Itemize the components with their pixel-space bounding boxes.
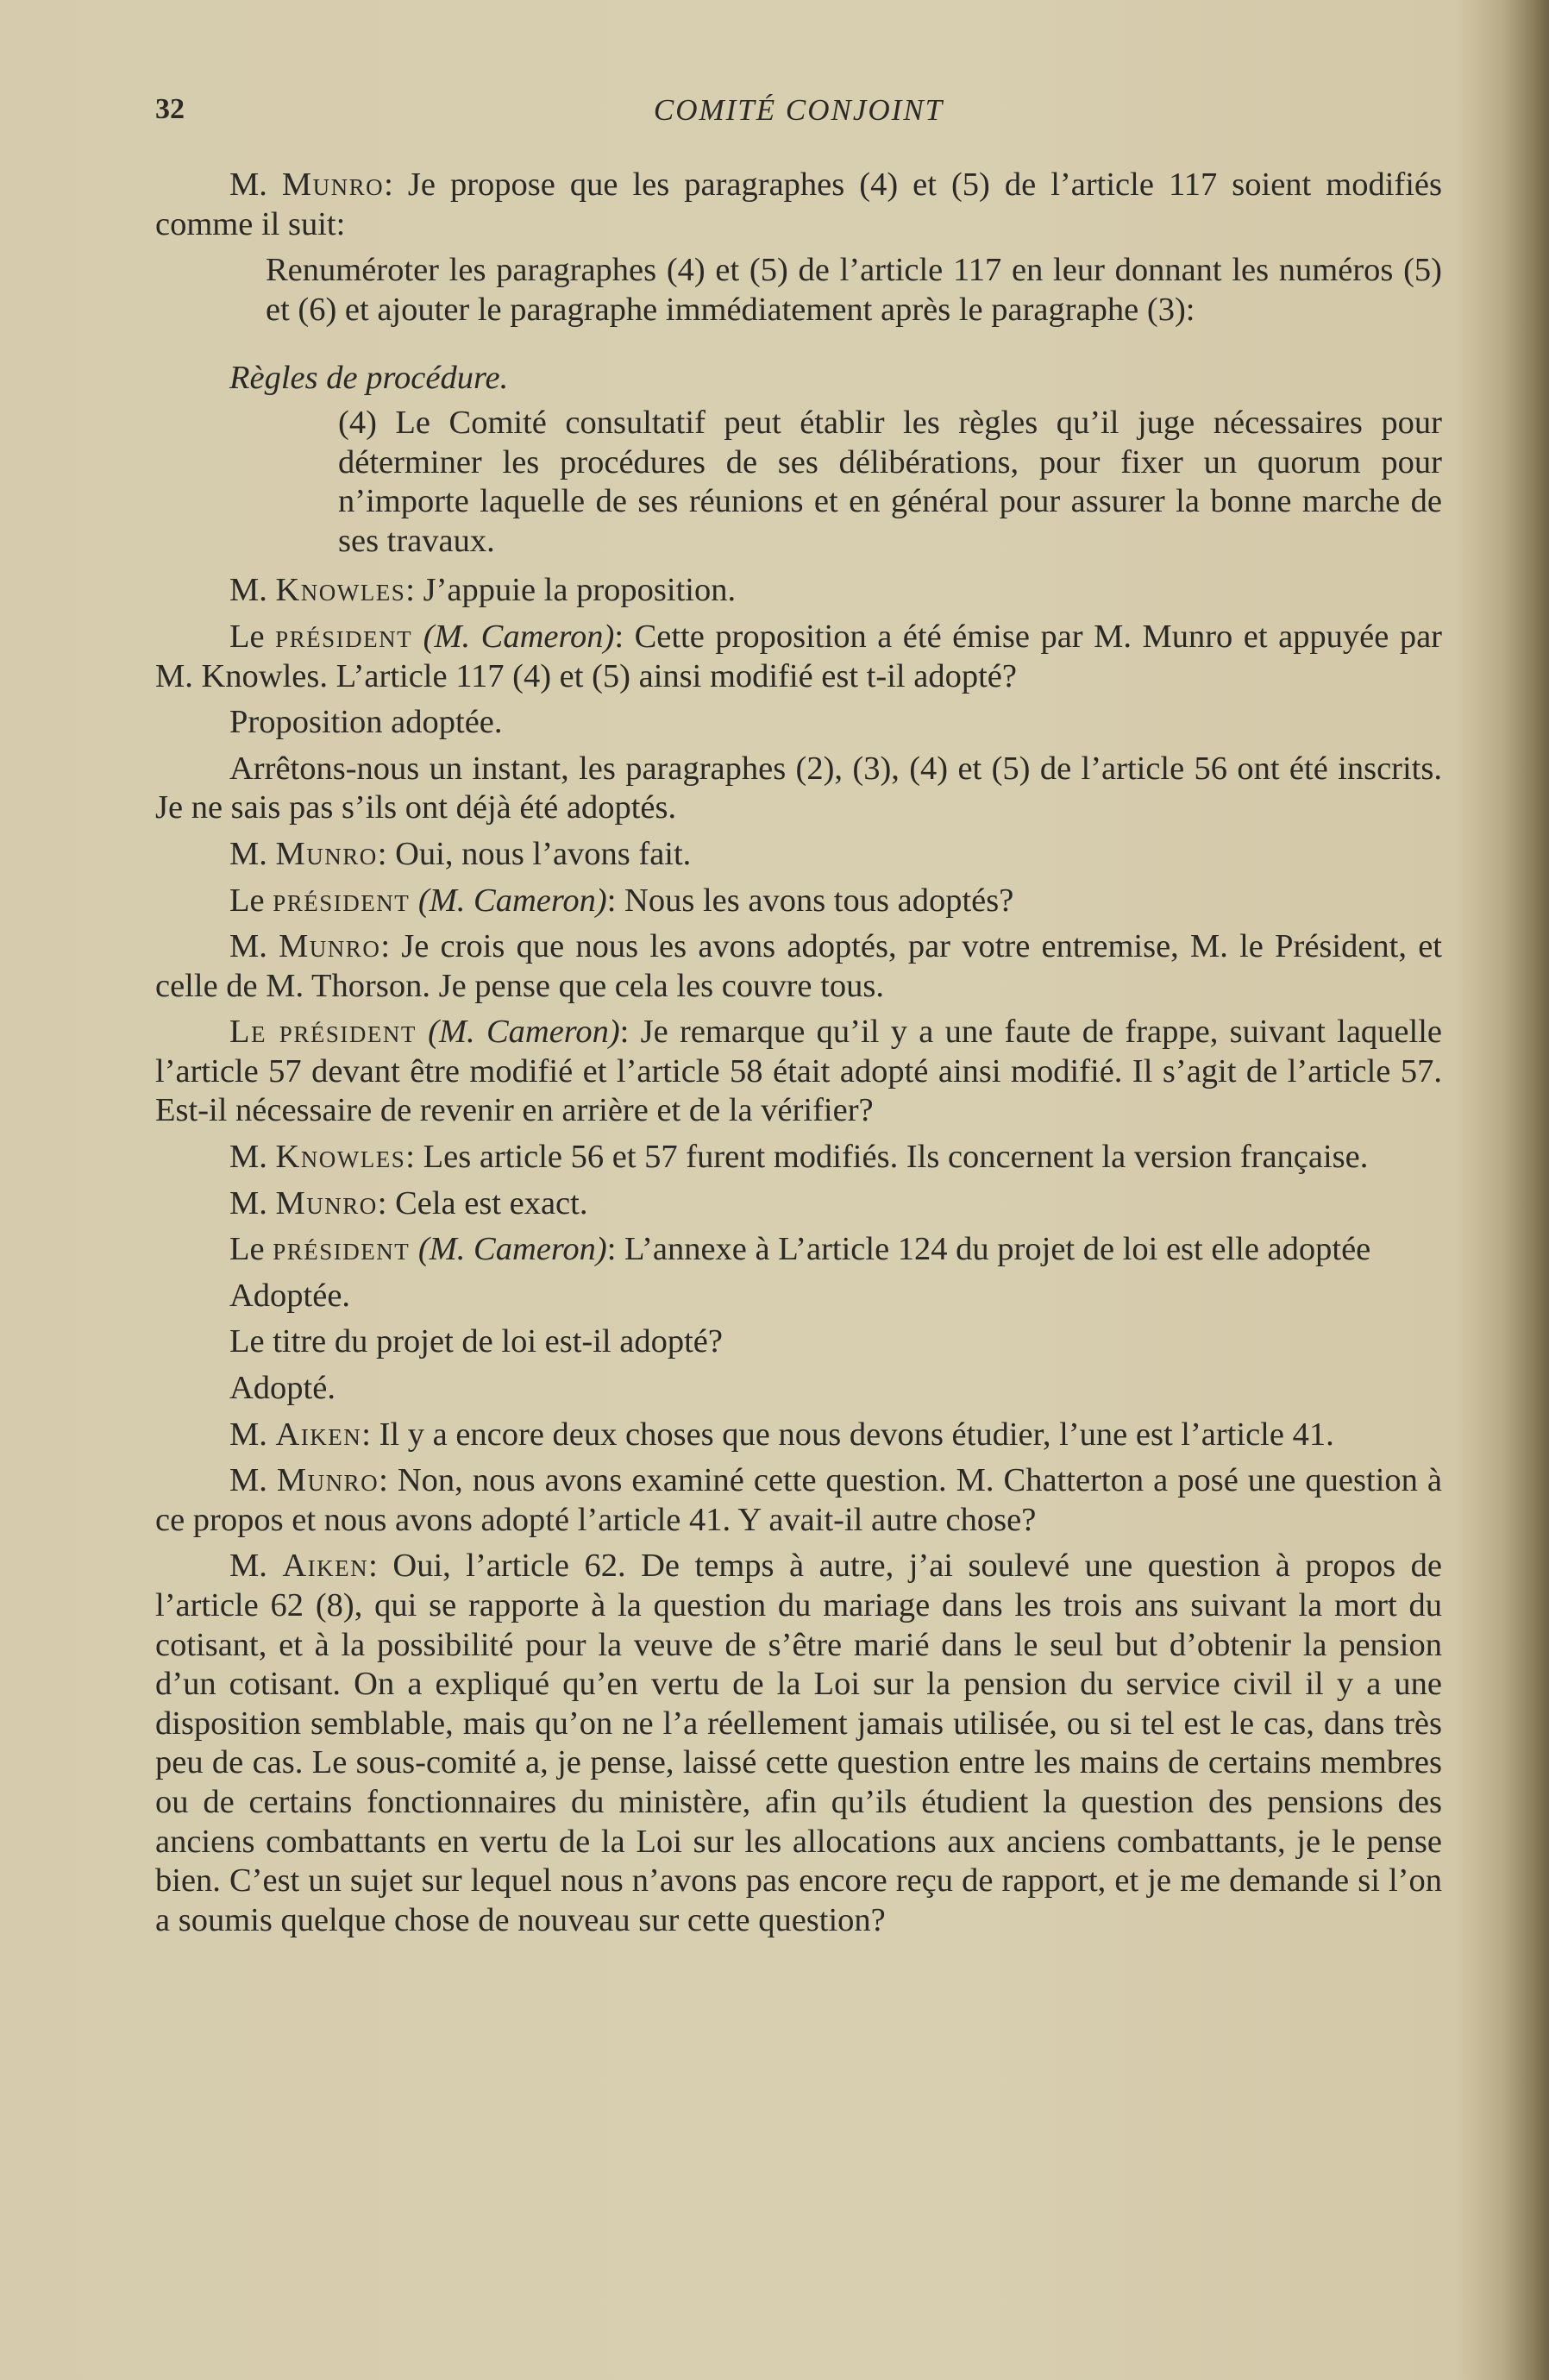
paragraph: Le président (M. Cameron): Nous les avons tous adoptés?	[229, 882, 1014, 919]
speaker-identity: (M. Cameron)	[417, 882, 607, 919]
paragraph: Proposition adoptée.	[229, 704, 503, 741]
paragraph: M. Munro: Non, nous avons examiné cette question. M. Chatterton a posé une question à ce propos et nous avons adopté l’article 41. Y avait-il autre chose?	[155, 1462, 1443, 1538]
section-heading: Règles de procédure.	[229, 360, 509, 397]
running-head	[155, 93, 1442, 133]
amendment-text: Renuméroter les paragraphes (4) et (5) de l’article 117 en leur donnant les numéros (5) et (6) et ajouter le paragraphe immédiatement après le paragraphe (3):	[266, 252, 1442, 328]
speaker-name: président	[275, 618, 413, 655]
page-number: 32	[155, 93, 185, 125]
speaker-identity: (M. Cameron)	[428, 1014, 620, 1051]
speaker-name: Knowles	[275, 1139, 406, 1176]
body-text	[155, 166, 1442, 1947]
speaker-name: Munro	[275, 835, 378, 872]
speaker-name: Munro	[275, 1184, 378, 1221]
paragraph: M. Munro: Cela est exact.	[229, 1184, 588, 1221]
running-title: COMITÉ CONJOINT	[653, 93, 944, 127]
paragraph: M. Aiken: Il y a encore deux choses que nous devons étudier, l’une est l’article 41.	[229, 1416, 1334, 1453]
paragraph: Adoptée.	[229, 1277, 351, 1314]
speaker-identity: (M. Cameron)	[423, 618, 615, 655]
paragraph: Le président (M. Cameron): L’annexe à L’article 124 du projet de loi est elle adoptée	[229, 1231, 1371, 1268]
paragraph: Arrêtons-nous un instant, les paragraphes (2), (3), (4) et (5) de l’article 56 ont été inscrits. Je ne sais pas s’ils ont déjà été adoptés.	[155, 750, 1442, 826]
speaker-name: Munro	[276, 1462, 379, 1499]
paragraph: M. Munro: Je propose que les paragraphes (4) et (5) de l’article 117 soient modifiés comme il suit:	[155, 166, 1442, 242]
paragraph: M. Aiken: Oui, l’article 62. De temps à autre, j’ai soulevé une question à propos de l’article 62 (8), qui se rapporte à la question du mariage dans les trois ans suivant la mort du cotisant, et à la possibilité pour la veuve de s’être marié dans le seul but d’obtenir la pension d’un cotisant. On a expliqué qu’en vertu de la Loi sur la pension du service civil il y a une disposition semblable, mais qu’on ne l’a réellement jamais utilisée, ou si tel est le cas, dans très peu de cas. Le sous-comité a, je pense, laissé cette question entre les mains de certains membres ou de certains fonctionnaires du ministère, afin qu’ils étudient la question des pensions des anciens combattants en vertu de la Loi sur les allocations aux anciens combattants, je le pense bien. C’est un sujet sur lequel nous n’avons pas encore reçu de rapport, et je me demande si l’on a soumis quelque chose de nouveau sur cette question?	[155, 1548, 1442, 1938]
speaker-name: Aiken	[282, 1548, 369, 1585]
paragraph: M. Knowles: J’appuie la proposition.	[229, 572, 737, 609]
paragraph: Adopté.	[229, 1370, 336, 1407]
amendment-clause: (4) Le Comité consultatif peut établir les règles qu’il juge nécessaires pour déterminer les procédures de ses délibérations, pour fixer un quorum pour n’importe laquelle de ses réunions et en général pour assurer la bonne marche de ses travaux.	[338, 404, 1442, 559]
paragraph: M. Munro: Oui, nous l’avons fait.	[229, 835, 692, 872]
paragraph: Le titre du projet de loi est-il adopté?	[229, 1323, 723, 1360]
speaker-name: Aiken	[275, 1416, 362, 1453]
paragraph: Le président (M. Cameron): Cette proposition a été émise par M. Munro et appuyée par M. Knowles. L’article 117 (4) et (5) ainsi modifié est t-il adopté?	[155, 618, 1443, 694]
speaker-name: président	[273, 1231, 411, 1268]
speaker-name: Munro	[279, 928, 381, 965]
speaker-name: Munro	[281, 166, 385, 203]
speaker-name: président	[273, 882, 411, 919]
paragraph: Le président (M. Cameron): Je remarque qu’il y a une faute de frappe, suivant laquelle l’article 57 devant être modifié et l’article 58 était adopté ainsi modifié. Il s’agit de l’article 57. Est-il nécessaire de revenir en arrière et de la vérifier?	[155, 1014, 1443, 1129]
paragraph: M. Munro: Je crois que nous les avons adoptés, par votre entremise, M. le Président, et celle de M. Thorson. Je pense que cela les couvre tous.	[155, 928, 1442, 1004]
paragraph: M. Knowles: Les article 56 et 57 furent modifiés. Ils concernent la version française.	[229, 1139, 1369, 1176]
speaker-name: Le président	[229, 1014, 417, 1051]
speaker-name: Knowles	[275, 572, 406, 609]
speaker-identity: (M. Cameron)	[417, 1231, 607, 1268]
